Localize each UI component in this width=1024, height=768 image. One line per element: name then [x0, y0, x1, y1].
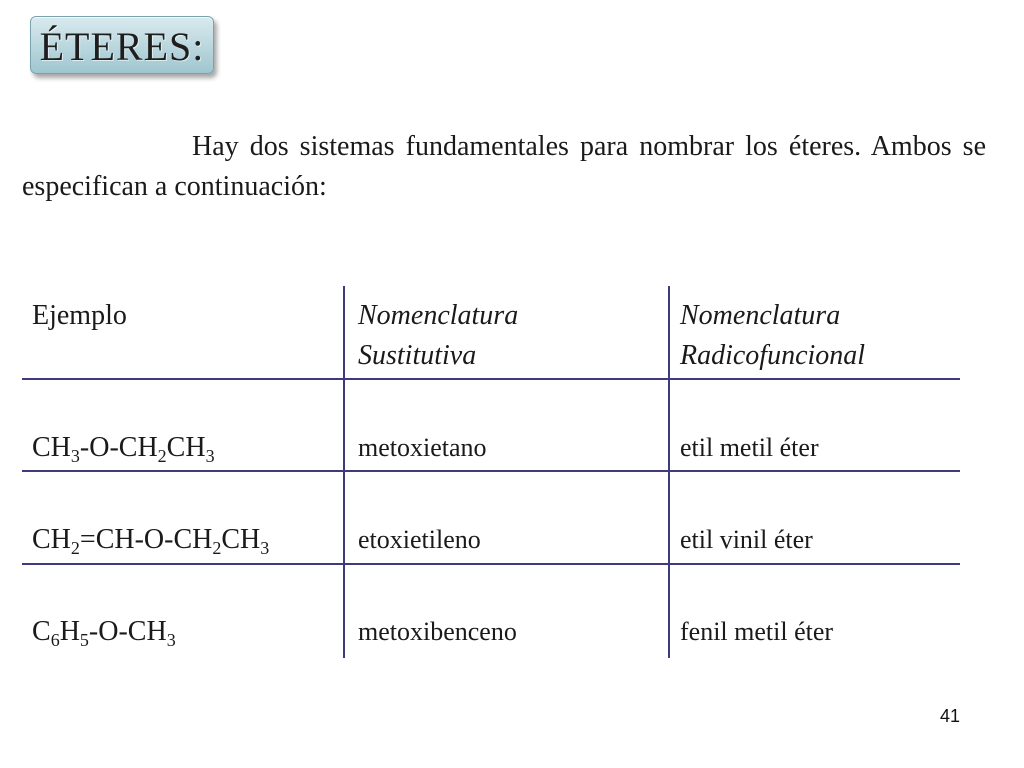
formula-subscript: 6 [50, 630, 60, 650]
page-title: ÉTERES: [39, 24, 205, 69]
formula-subscript: 3 [70, 446, 80, 466]
nomenclature-table [22, 286, 960, 658]
formula-text: CH [32, 524, 71, 555]
intro-paragraph: Hay dos sistemas fundamentales para nombrar los éteres. Ambos se especifican a continuación: [22, 131, 986, 202]
formula-subscript: 2 [212, 538, 222, 558]
formula-text: CH [221, 524, 261, 555]
row-rule-2 [22, 563, 960, 565]
header-radicofuncional-line1: Nomenclatura [680, 300, 841, 331]
formula-row-2 [32, 520, 269, 560]
row-rule-1 [22, 470, 960, 472]
header-radicofuncional-line2: Radicofuncional [680, 340, 866, 371]
sustitutiva-row-2: etoxietileno [358, 525, 481, 554]
formula-text: =CH-O-CH [79, 524, 213, 555]
sustitutiva-row-3: metoxibenceno [358, 617, 517, 646]
page-number: 41 [940, 706, 961, 726]
header-sustitutiva-line2: Sustitutiva [358, 340, 477, 371]
title-box [30, 16, 214, 74]
formula-subscript: 3 [260, 538, 270, 558]
radicofuncional-row-1: etil metil éter [680, 433, 819, 462]
header-rule [22, 378, 960, 380]
header-sustitutiva-line1: Nomenclatura [358, 300, 519, 331]
formula-row-3 [32, 612, 176, 652]
formula-subscript: 2 [70, 538, 80, 558]
formula-text: C [32, 616, 51, 647]
formula-text: -O-CH [88, 616, 167, 647]
sustitutiva-row-1: metoxietano [358, 433, 487, 462]
formula-text: H [59, 616, 80, 647]
column-divider-1 [343, 286, 345, 658]
radicofuncional-row-3: fenil metil éter [680, 617, 834, 646]
formula-text: -O-CH [79, 432, 158, 463]
formula-subscript: 5 [79, 630, 89, 650]
formula-subscript: 3 [166, 630, 176, 650]
radicofuncional-row-2: etil vinil éter [680, 525, 813, 554]
header-ejemplo: Ejemplo [32, 300, 127, 331]
column-divider-2 [668, 286, 670, 658]
formula-subscript: 3 [205, 446, 215, 466]
formula-subscript: 2 [157, 446, 167, 466]
formula-text: CH [166, 432, 206, 463]
formula-row-1 [32, 428, 215, 468]
formula-text: CH [32, 432, 71, 463]
